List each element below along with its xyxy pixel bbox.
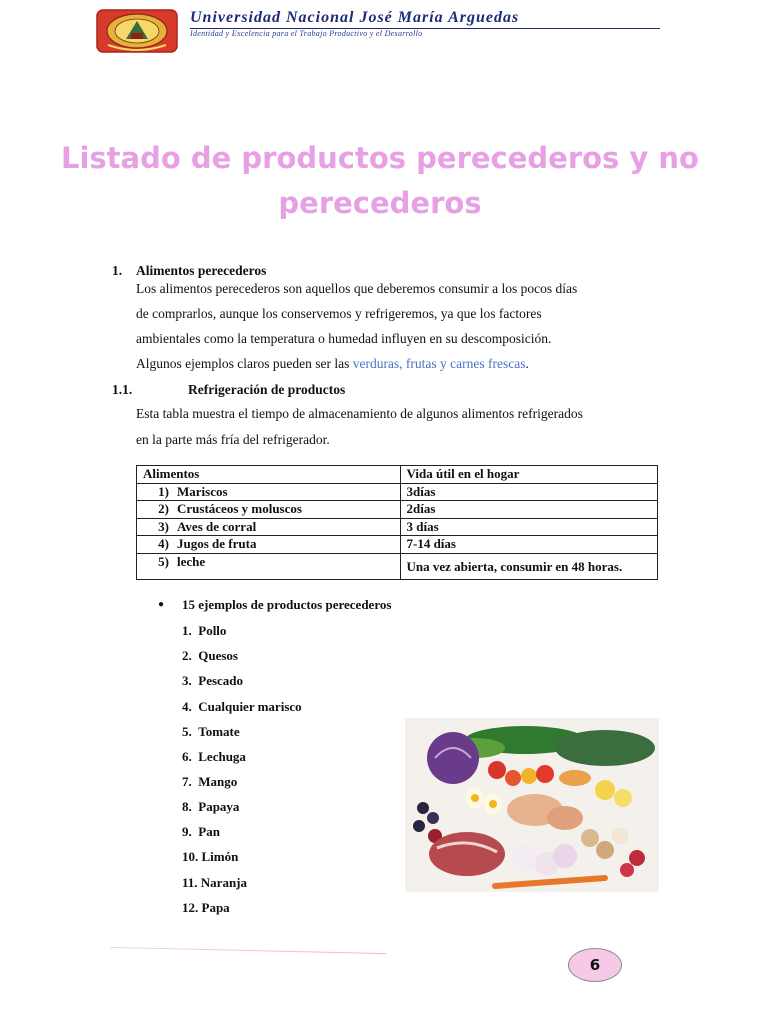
section-1-1-line-2: en la parte más fría del refrigerador. [136,432,330,447]
refrigeration-table [136,465,658,580]
university-seal-icon [96,9,178,53]
row-food: leche [177,553,206,569]
table-row [137,501,658,519]
row-number: 4) [158,536,169,551]
list-item: 4. Cualquier marisco [182,699,302,714]
perishable-food-photo [405,718,659,892]
row-number: 5) [158,553,169,569]
list-item: 1. Pollo [182,623,227,638]
section-1-1-heading: Refrigeración de productos [188,382,346,397]
university-motto: Identidad y Excelencia para el Trabajo Productivo y el Desarrollo [190,29,423,38]
row-number: 3) [158,518,169,534]
bullet-icon: ● [158,599,165,610]
section-1-line-3: ambientales como la temperatura o humedad influyen en su descomposición. [136,331,552,346]
row-number: 2) [158,501,169,516]
list-item: 11. Naranja [182,875,248,890]
list-item: 7. Mango [182,774,238,789]
section-1-1-line-1: Esta tabla muestra el tiempo de almacenamiento de algunos alimentos refrigerados [136,406,583,421]
list-item: 9. Pan [182,824,220,839]
table-header-food: Alimentos [137,466,401,484]
section-1-1-number: 1.1. [112,382,133,397]
page-number-badge: 6 [568,948,622,982]
examples-heading: 15 ejemplos de productos perecederos [182,597,392,612]
row-number: 1) [158,483,169,499]
section-1-heading: Alimentos perecederos [136,263,267,278]
row-life: 7-14 días [400,536,658,554]
section-1-examples [136,351,529,376]
footer-divider [110,947,386,954]
row-food: Jugos de fruta [177,536,257,551]
list-item: 10. Limón [182,849,239,864]
examples-link[interactable]: verduras, frutas y carnes frescas [352,356,526,371]
row-life: Una vez abierta, consumir en 48 horas. [400,553,658,579]
page-title: Listado de productos perecederos y no perecederos [61,141,699,220]
list-item: 6. Lechuga [182,749,246,764]
list-item: 5. Tomate [182,724,240,739]
table-row [137,518,658,536]
row-food: Mariscos [177,483,228,499]
row-life: 3 días [400,518,658,536]
examples-suffix: . [525,356,529,371]
list-item: 8. Papaya [182,799,240,814]
list-item: 12. Papa [182,900,230,915]
table-row [137,536,658,554]
section-1-line-1: Los alimentos perecederos son aquellos que deberemos consumir a los pocos días [136,281,578,296]
examples-prefix: Algunos ejemplos claros pueden ser las [136,356,353,371]
list-item: 2. Quesos [182,648,238,663]
row-life: 2días [400,501,658,519]
table-header-row [137,466,658,484]
row-food: Crustáceos y moluscos [177,501,302,516]
section-1-number: 1. [112,263,123,278]
table-header-life: Vida útil en el hogar [400,466,658,484]
list-item: 3. Pescado [182,673,244,688]
document-header [0,0,768,70]
row-life: 3días [400,483,658,501]
section-1-line-2: de comprarlos, aunque los conservemos y refrigeremos, ya que los factores [136,306,542,321]
university-name: Universidad Nacional José María Arguedas [190,9,520,26]
table-row [137,553,658,579]
row-food: Aves de corral [177,518,257,534]
table-row [137,483,658,501]
